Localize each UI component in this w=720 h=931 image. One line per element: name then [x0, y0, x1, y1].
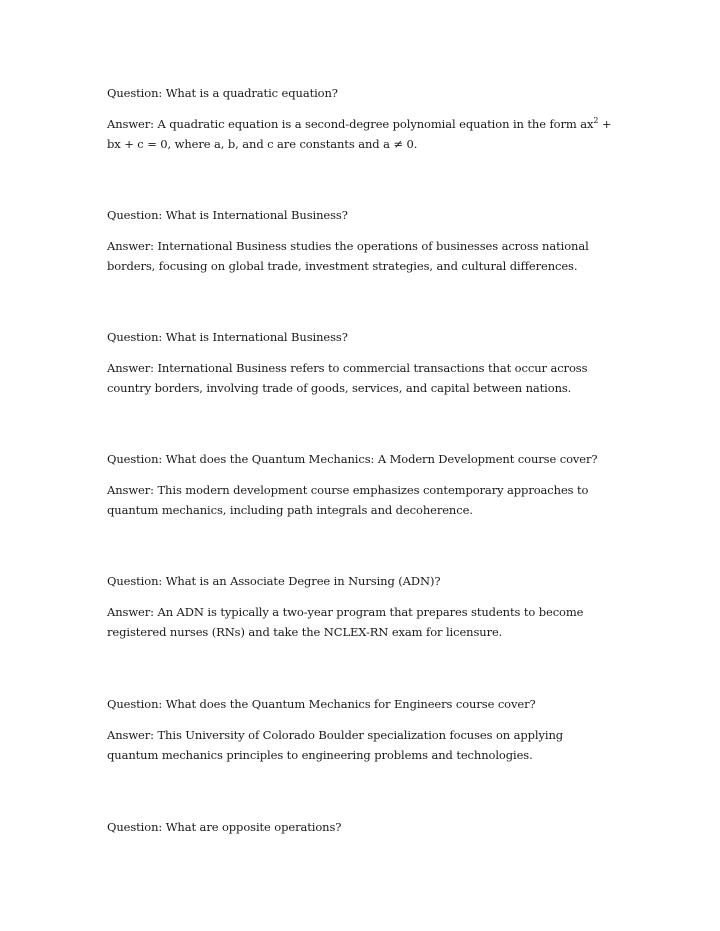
answer-text: Answer: International Business studies the operations of businesses across national borders, focusing on global trade, investment strategies, and cultural differences.	[107, 239, 589, 273]
qa-entry-international-business-2	[107, 330, 617, 398]
answer-text: Answer: International Business refers to commercial transactions that occur across country borders, involving trade of goods, services, and capital between nations.	[107, 361, 588, 395]
question-text: Question: What is International Business?	[107, 208, 348, 222]
qa-entry-quantum-modern	[107, 452, 617, 520]
answer-text: Answer: This University of Colorado Boulder specialization focuses on applying quantum mechanics principles to engineering problems and technologies.	[107, 728, 564, 762]
question-text: Question: What is a quadratic equation?	[107, 86, 338, 100]
answer-text: Answer: This modern development course emphasizes contemporary approaches to quantum mechanics, including path integrals and decoherence.	[107, 483, 589, 517]
question-text: Question: What does the Quantum Mechanics for Engineers course cover?	[107, 697, 536, 711]
question-text: Question: What is International Business?	[107, 330, 348, 344]
qa-entry-adn	[107, 574, 617, 642]
answer-text-part: Answer: A quadratic equation is a second-degree polynomial equation in the form ax	[107, 117, 594, 131]
qa-entry-quantum-engineers	[107, 697, 617, 765]
question-text: Question: What are opposite operations?	[107, 820, 342, 834]
question-text: Question: What is an Associate Degree in Nursing (ADN)?	[107, 574, 441, 588]
qa-entry-quadratic	[107, 86, 617, 154]
answer-text-part: + bx + c = 0, where a, b, and c are constants and a ≠ 0.	[107, 117, 612, 151]
question-text: Question: What does the Quantum Mechanics: A Modern Development course cover?	[107, 452, 598, 466]
qa-entry-international-business-1	[107, 208, 617, 276]
qa-entry-opposite-operations	[107, 820, 617, 835]
answer-text	[107, 114, 617, 154]
superscript-exponent: 2	[593, 116, 599, 126]
answer-text: Answer: An ADN is typically a two-year program that prepares students to become registered nurses (RNs) and take the NCLEX-RN exam for licensure.	[107, 605, 584, 639]
